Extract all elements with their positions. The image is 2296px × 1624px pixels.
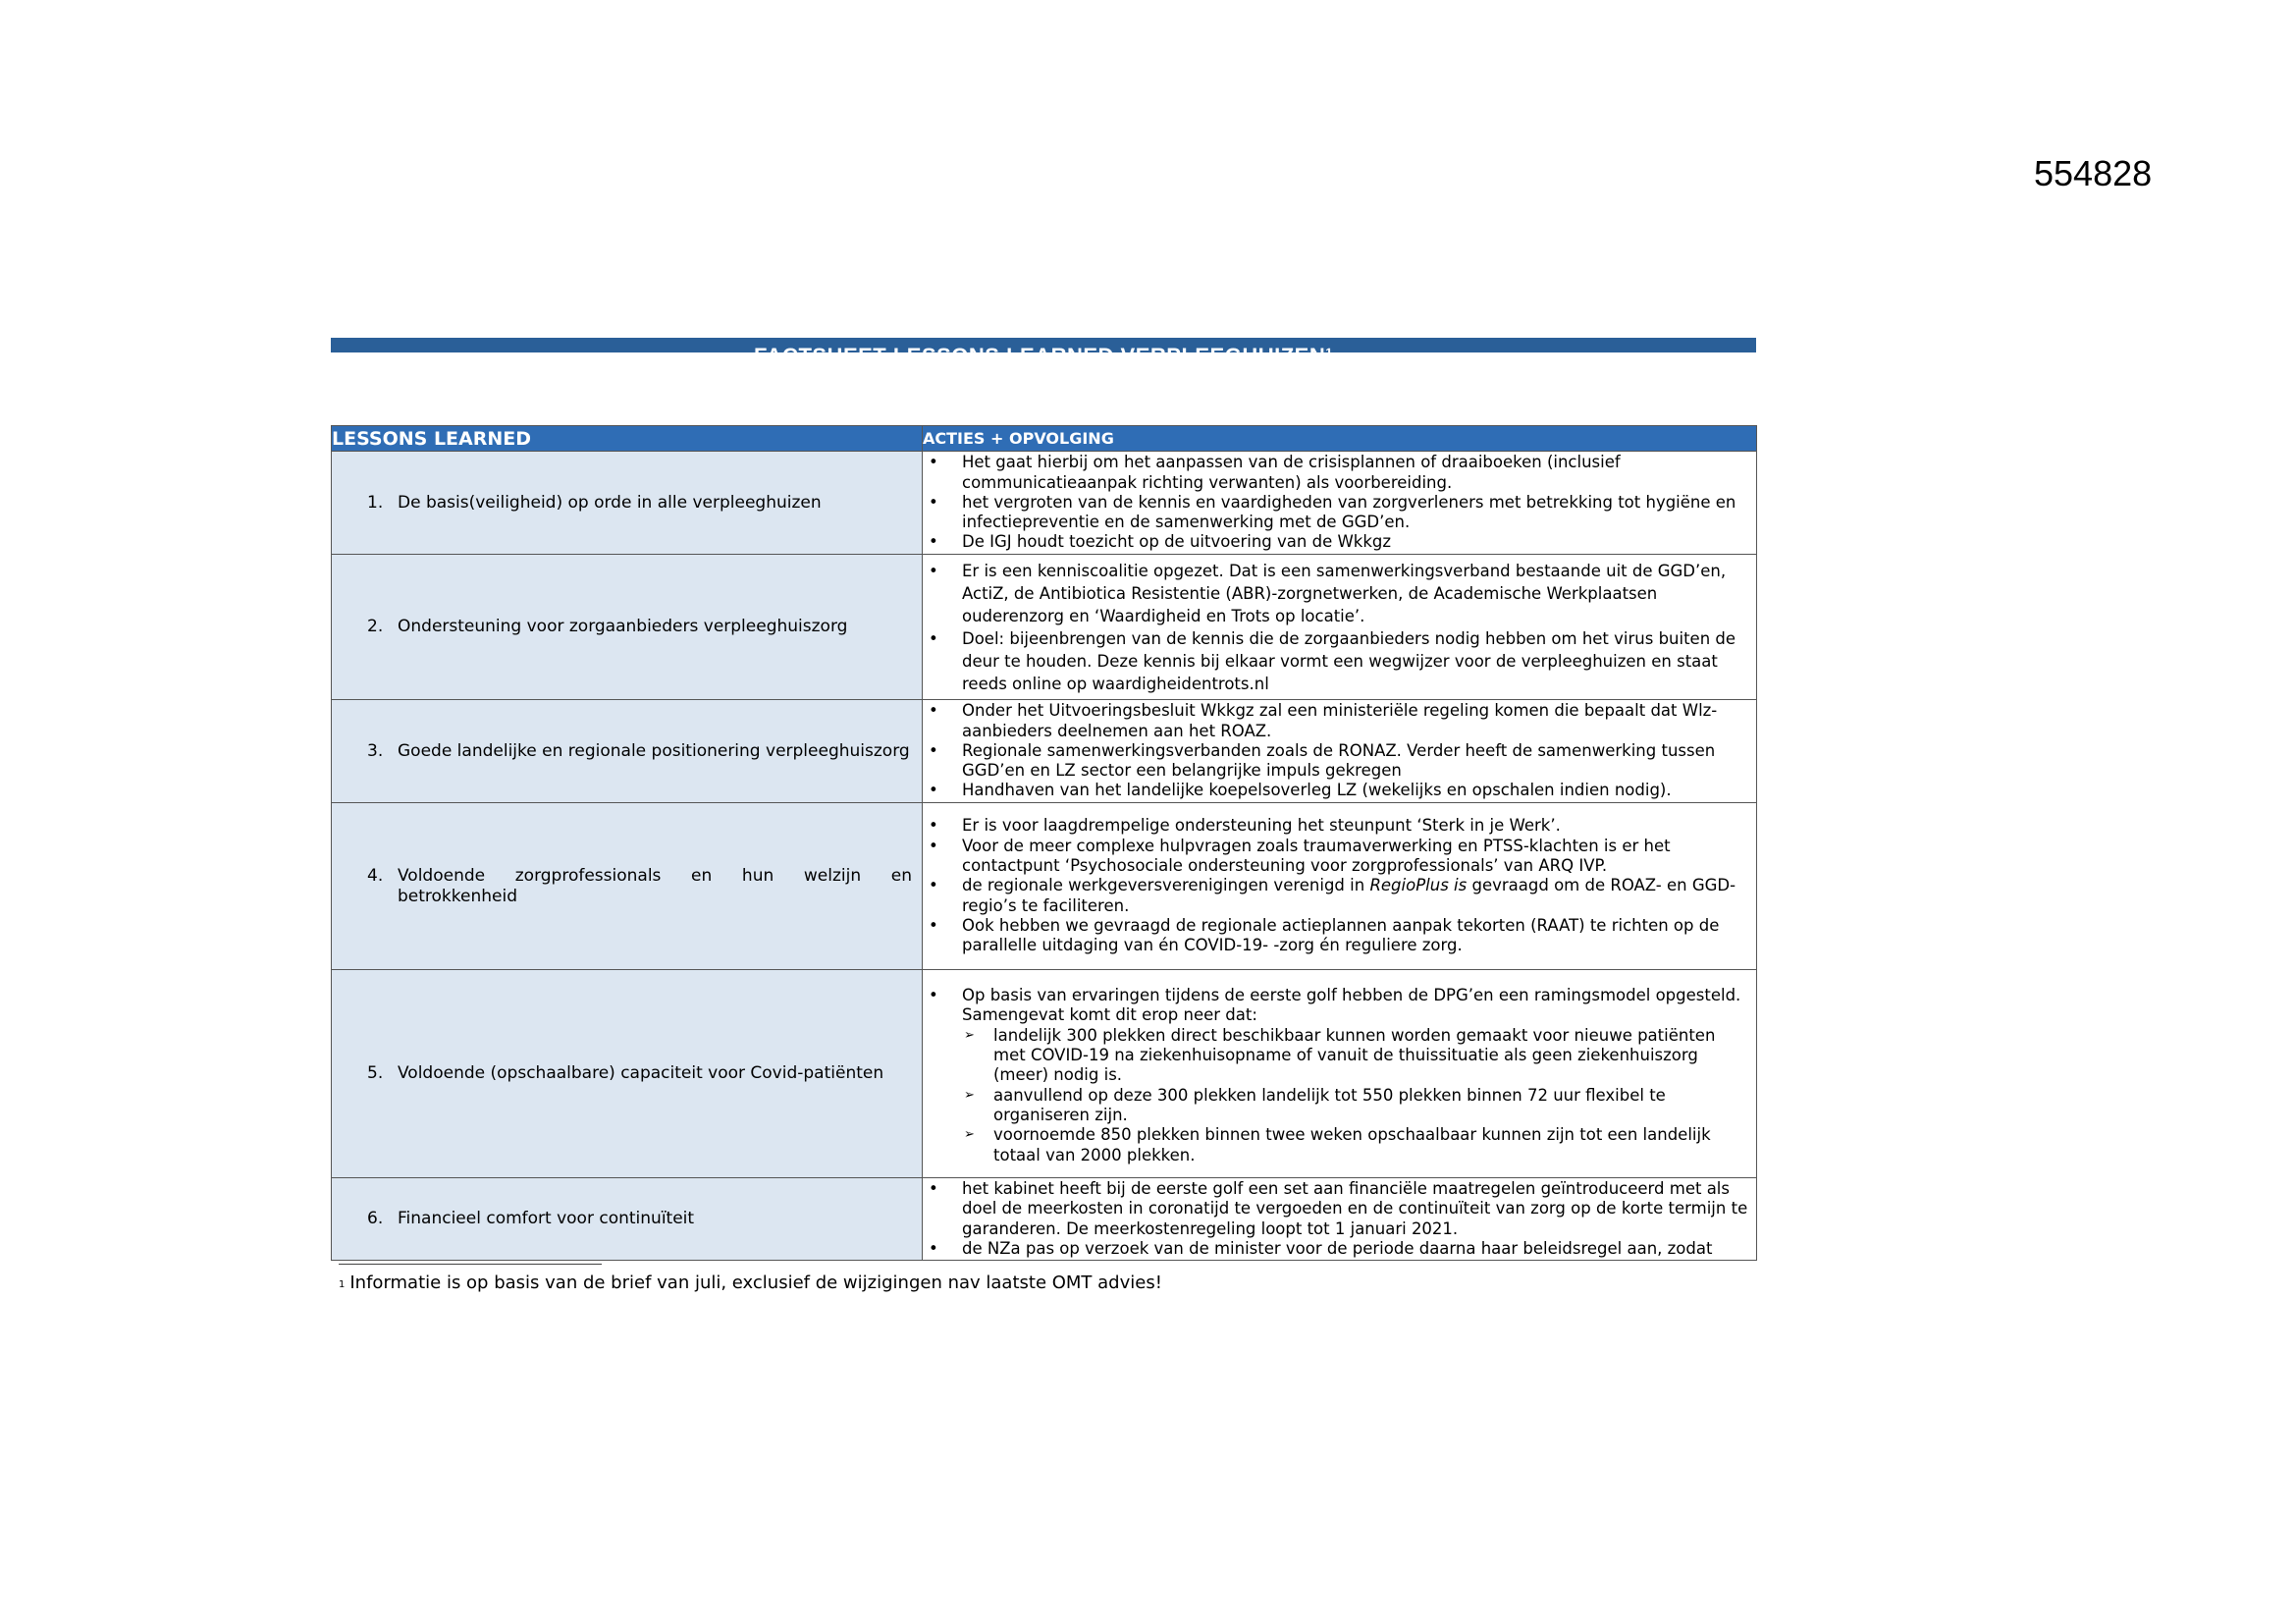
actions-cell: [923, 970, 1757, 1178]
action-item: [923, 1239, 1756, 1259]
action-text: Doel: bijeenbrengen van de kennis die de zorgaanbieders nodig hebben om het virus buiten de deur te houden. Deze kennis bij elkaar vormt een wegwijzer voor de verpleeghuizen en staat reeds online op waardigheidentrots.nl: [962, 628, 1736, 693]
action-item: [923, 741, 1756, 782]
action-item: [923, 837, 1756, 877]
action-list: [923, 816, 1756, 955]
lesson-cell: [332, 970, 923, 1178]
footnote-marker: 1: [339, 1279, 346, 1290]
bullet-icon: •: [929, 781, 938, 800]
action-item: [923, 876, 1756, 916]
lesson-text: Ondersteuning voor zorgaanbieders verpleeghuiszorg: [398, 617, 848, 636]
action-text: de NZa pas op verzoek van de minister voor de periode daarna haar beleidsregel aan, zodat: [962, 1238, 1713, 1258]
document-id: 554828: [2034, 153, 2153, 193]
action-text: Handhaven van het landelijke koepelsoverleg LZ (wekelijks en opschalen indien nodig).: [962, 781, 1672, 800]
bullet-icon: •: [929, 876, 938, 895]
action-item: [923, 986, 1756, 1165]
footnote-separator: [339, 1264, 602, 1265]
bullet-icon: •: [929, 915, 938, 935]
action-text: het kabinet heeft bij de eerste golf een set aan financiële maatregelen geïntroduceerd met als doel de meerkosten in coronatijd te vergoeden en de continuïteit van zorg op de korte termijn te garanderen. De meerkostenregeling loopt tot 1 januari 2021.: [962, 1178, 1748, 1238]
actions-cell: [923, 1178, 1757, 1261]
bullet-icon: •: [929, 1178, 938, 1198]
regioplus-emphasis: RegioPlus is: [1369, 876, 1468, 895]
actions-cell: [923, 700, 1757, 803]
action-text: de regionale werkgeversverenigingen verenigd in RegioPlus is gevraagd om de ROAZ- en GGD-regio’s te faciliteren.: [962, 876, 1736, 915]
lesson-number: 3.: [367, 740, 384, 761]
action-text: Het gaat hierbij om het aanpassen van de crisisplannen of draaiboeken (inclusief communicatieaanpak richting verwanten) als voorbereiding.: [962, 453, 1621, 492]
action-item: [923, 916, 1756, 956]
bullet-icon: •: [929, 628, 938, 648]
action-text: Regionale samenwerkingsverbanden zoals de RONAZ. Verder heeft de samenwerking tussen GGD’en en LZ sector een belangrijke impuls gekregen: [962, 740, 1716, 781]
bullet-icon: •: [929, 453, 938, 472]
footnote-text: Informatie is op basis van de brief van juli, exclusief de wijzigingen nav laatste OMT advies!: [349, 1272, 1162, 1293]
action-text: Op basis van ervaringen tijdens de eerste golf hebben de DPG’en een ramingsmodel opgesteld. Samengevat komt dit erop neer dat:: [962, 986, 1741, 1025]
lesson-text: Voldoende (opschaalbare) capaciteit voor Covid-patiënten: [398, 1063, 884, 1083]
lesson-text: Voldoende zorgprofessionals en hun welzijn en betrokkenheid: [398, 865, 912, 906]
action-list: [923, 1179, 1756, 1259]
document-title: FACTSHEET LESSONS LEARNED VERPLEEGHUIZEN¹: [753, 344, 1334, 368]
action-list: [923, 560, 1756, 695]
action-item: [923, 560, 1756, 627]
bullet-icon: •: [929, 561, 938, 580]
lesson-text: De basis(veiligheid) op orde in alle verpleeghuizen: [398, 492, 822, 513]
action-item: [923, 701, 1756, 741]
action-text: Onder het Uitvoeringsbesluit Wkkgz zal een ministeriële regeling komen die bepaalt dat Wlz-aanbieders deelnemen aan het ROAZ.: [962, 701, 1718, 740]
table-row: [332, 803, 1757, 970]
bullet-icon: •: [929, 532, 938, 552]
arrow-bullet-icon: ➢: [964, 1027, 975, 1043]
action-item: [923, 453, 1756, 493]
bullet-icon: •: [929, 986, 938, 1005]
sub-list: [962, 1026, 1752, 1165]
lesson-number: 1.: [367, 492, 384, 513]
lesson-cell: [332, 452, 923, 555]
sub-text: landelijk 300 plekken direct beschikbaar kunnen worden gemaakt voor nieuwe patiënten met COVID-19 na ziekenhuisopname of vanuit de thuissituatie als geen ziekenhuiszorg (meer) nodig is.: [993, 1025, 1716, 1085]
table-row: [332, 1178, 1757, 1261]
lesson-number: 6.: [367, 1209, 384, 1228]
bullet-icon: •: [929, 1238, 938, 1258]
lesson-number: 5.: [367, 1063, 384, 1083]
action-list: [923, 701, 1756, 800]
header-acties-opvolging: ACTIES + OPVOLGING: [923, 426, 1757, 452]
lesson-number: 2.: [367, 617, 384, 636]
lessons-table: [331, 425, 1757, 1261]
bullet-icon: •: [929, 492, 938, 512]
action-list: [923, 453, 1756, 552]
arrow-bullet-icon: ➢: [964, 1087, 975, 1103]
bullet-icon: •: [929, 816, 938, 836]
arrow-bullet-icon: ➢: [964, 1127, 975, 1143]
action-text: Er is een kenniscoalitie opgezet. Dat is een samenwerkingsverband bestaande uit de GGD’en, ActiZ, de Antibiotica Resistentie (ABR)-zorgnetwerken, de Academische Werkplaatsen ouderenzorg en ‘Waardigheid en Trots op locatie’.: [962, 561, 1727, 625]
table-row: [332, 555, 1757, 700]
actions-cell: [923, 803, 1757, 970]
action-text: Ook hebben we gevraagd de regionale actieplannen aanpak tekorten (RAAT) te richten op de parallelle uitdaging van én COVID-19- -zorg én reguliere zorg.: [962, 915, 1720, 955]
title-banner: [331, 338, 1756, 368]
sub-item: [962, 1026, 1752, 1086]
bullet-icon: •: [929, 740, 938, 760]
table-row: [332, 700, 1757, 803]
action-item: [923, 493, 1756, 533]
bullet-icon: •: [929, 836, 938, 855]
lesson-cell: [332, 555, 923, 700]
table-row: [332, 970, 1757, 1178]
lesson-text: Financieel comfort voor continuïteit: [398, 1209, 695, 1228]
actions-cell: [923, 555, 1757, 700]
action-item: [923, 1179, 1756, 1239]
action-text: het vergroten van de kennis en vaardigheden van zorgverleners met betrekking tot hygiëne en infectiepreventie en de samenwerking met de GGD’en.: [962, 492, 1736, 532]
actions-cell: [923, 452, 1757, 555]
table-row: [332, 452, 1757, 555]
action-item: [923, 816, 1756, 836]
lesson-cell: [332, 700, 923, 803]
lesson-cell: [332, 1178, 923, 1261]
sub-item: [962, 1086, 1752, 1126]
lesson-text: Goede landelijke en regionale positionering verpleeghuiszorg: [398, 740, 910, 761]
sub-text: voornoemde 850 plekken binnen twee weken opschaalbaar kunnen zijn tot een landelijk totaal van 2000 plekken.: [993, 1125, 1711, 1164]
lesson-number: 4.: [367, 865, 384, 886]
footnote: [339, 1272, 1162, 1295]
action-text: Voor de meer complexe hulpvragen zoals traumaverwerking en PTSS-klachten is er het contactpunt ‘Psychosociale ondersteuning voor zorgprofessionals’ van ARQ IVP.: [962, 836, 1671, 876]
action-list: [923, 986, 1756, 1165]
action-text: Er is voor laagdrempelige ondersteuning het steunpunt ‘Sterk in je Werk’.: [962, 816, 1561, 836]
action-item: [923, 627, 1756, 695]
action-item: [923, 532, 1756, 552]
bullet-icon: •: [929, 701, 938, 721]
sub-item: [962, 1125, 1752, 1165]
table-header-row: [332, 426, 1757, 452]
action-item: [923, 781, 1756, 800]
header-lessons-learned: LESSONS LEARNED: [332, 426, 923, 452]
lesson-cell: [332, 803, 923, 970]
action-text: De IGJ houdt toezicht op de uitvoering van de Wkkgz: [962, 532, 1392, 552]
sub-text: aanvullend op deze 300 plekken landelijk tot 550 plekken binnen 72 uur flexibel te organiseren zijn.: [993, 1085, 1666, 1124]
